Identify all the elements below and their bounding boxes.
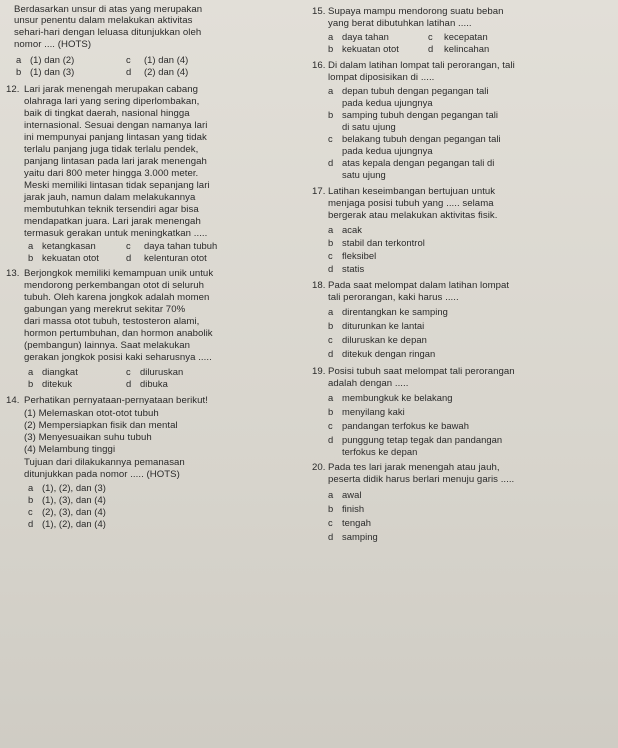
q12-line-10: jarak jauh, namun dalam melakukannya [24,192,196,203]
q19-line-1: Posisi tubuh saat melompat tali perorangan [328,366,515,377]
q16-option-c-letter: c [328,133,333,144]
q12-line-4: internasional. Sesuai dengan namanya lari [24,120,208,131]
q11-line-3: sehari-hari dengan leluasa ditunjukkan oleh [14,27,202,38]
q15-option-a[interactable]: daya tahan [342,31,389,42]
q19-option-c-letter: c [328,420,333,431]
q18-option-a-letter: a [328,306,334,317]
q17-option-a[interactable]: acak [342,224,363,235]
q11-option-b[interactable]: (1) dan (3) [30,66,75,77]
q13-option-d-letter: d [126,378,132,389]
q11-option-c-letter: c [126,54,131,65]
q12-line-7: panjang lintasan pada lari jarak menengah [24,156,207,167]
q14-option-d[interactable]: (1), (2), dan (4) [42,518,106,529]
q13-number: 13. [6,268,20,279]
q11-option-a-letter: a [16,54,22,65]
q19-option-c[interactable]: pandangan terfokus ke bawah [342,420,469,431]
q14-option-a-letter: a [28,482,34,493]
q15-line-2: yang berat dibutuhkan latihan ..... [328,18,472,29]
q14-item-2: (2) Mempersiapkan fisik dan mental [24,420,178,431]
q16-option-b-line-1[interactable]: samping tubuh dengan pegangan tali [342,109,498,120]
q16-line-2: lompat diposisikan di ..... [328,72,435,83]
q11-option-d-letter: d [126,66,132,77]
q20-option-d-letter: d [328,531,334,542]
q19-option-d-line-1[interactable]: punggung tetap tegak dan pandangan [342,434,503,445]
q15-option-b-letter: b [328,43,334,54]
q16-option-a-letter: a [328,85,334,96]
q15-option-d-letter: d [428,43,434,54]
q13-option-c-letter: c [126,366,131,377]
q13-line-8: gerakan jongkok posisi kaki seharusnya ..... [24,352,212,363]
q11-option-d[interactable]: (2) dan (4) [144,66,189,77]
q18-number: 18. [312,280,326,291]
q16-option-c-line-1[interactable]: belakang tubuh dengan pegangan tali [342,133,501,144]
q13-line-2: mendorong perkembangan otot di seluruh [24,280,205,291]
q13-line-7: (pembangun) lainnya. Saat melakukan [24,340,191,351]
q20-line-2: peserta didik harus berlari menuju garis ..... [328,474,515,485]
q17-option-c-letter: c [328,250,333,261]
q20-number: 20. [312,462,326,473]
q17-option-b[interactable]: stabil dan terkontrol [342,237,425,248]
q12-option-a-letter: a [28,240,34,251]
q11-line-2: unsur penentu dalam melakukan aktivitas [14,15,193,26]
q17-line-2: menjaga posisi tubuh yang ..... selama [328,198,494,209]
q17-option-d[interactable]: statis [342,263,365,274]
q12-number: 12. [6,84,20,95]
q18-option-b-letter: b [328,320,334,331]
q11-option-c[interactable]: (1) dan (4) [144,54,189,65]
q13-option-b[interactable]: ditekuk [42,378,73,389]
q13-line-6: hormon pertumbuhan, dan hormon anabolik [24,328,213,339]
q12-line-1: Lari jarak menengah merupakan cabang [24,84,199,95]
q16-line-1: Di dalam latihan lompat tali perorangan, tali [328,60,515,71]
q18-option-c-letter: c [328,334,333,345]
q14-number: 14. [6,395,20,406]
q14-item-4: (4) Melambung tinggi [24,444,116,455]
q19-option-a-letter: a [328,392,334,403]
q12-option-d[interactable]: kelenturan otot [144,252,207,263]
q18-line-1: Pada saat melompat dalam latihan lompat [328,280,510,291]
q12-line-5: ini mempunyai panjang lintasan yang tidak [24,132,207,143]
q16-option-c-line-2[interactable]: pada kedua ujungnya [342,145,433,156]
q16-option-b-line-2[interactable]: di satu ujung [342,121,396,132]
q19-option-b[interactable]: menyilang kaki [342,406,405,417]
q20-option-b[interactable]: finish [342,503,365,514]
q12-option-a[interactable]: ketangkasan [42,240,96,251]
q20-line-1: Pada tes lari jarak menengah atau jauh, [328,462,500,473]
q11-option-b-letter: b [16,66,22,77]
q13-option-a-letter: a [28,366,34,377]
q12-option-b-letter: b [28,252,34,263]
q12-line-3: baik di tingkat daerah, nasional hingga [24,108,190,119]
q17-option-c[interactable]: fleksibel [342,250,377,261]
q16-option-d-letter: d [328,157,334,168]
q14-option-d-letter: d [28,518,34,529]
q12-option-c-letter: c [126,240,131,251]
q19-option-a[interactable]: membungkuk ke belakang [342,392,453,403]
q15-option-b[interactable]: kekuatan otot [342,43,399,54]
q18-line-2: tali perorangan, kaki harus ..... [328,292,459,303]
q13-line-3: tubuh. Oleh karena jongkok adalah momen [24,292,210,303]
q20-option-c[interactable]: tengah [342,517,371,528]
q17-option-d-letter: d [328,263,334,274]
q12-line-12: mendapatkan juara. Lari jarak menengah [24,216,201,227]
q13-option-d[interactable]: dibuka [140,378,168,389]
q13-line-1: Berjongkok memiliki kemampuan unik untuk [24,268,214,279]
q17-option-b-letter: b [328,237,334,248]
q19-number: 19. [312,366,326,377]
q16-option-a-line-1[interactable]: depan tubuh dengan pegangan tali [342,85,489,96]
q11-line-4: nomor .... (HOTS) [14,39,92,50]
q17-line-1: Latihan keseimbangan bertujuan untuk [328,186,496,197]
q20-option-a[interactable]: awal [342,489,362,500]
q17-number: 17. [312,186,326,197]
q14-option-a[interactable]: (1), (2), dan (3) [42,482,106,493]
q16-option-d-line-1[interactable]: atas kepala dengan pegangan tali di [342,157,495,168]
q12-line-11: membutuhkan teknik tersendiri agar bisa [24,204,199,215]
q20-option-c-letter: c [328,517,333,528]
q19-option-d-line-2[interactable]: terfokus ke depan [342,446,418,457]
q15-option-c[interactable]: kecepatan [444,31,488,42]
q12-line-6: terlalu panjang juga tidak terlalu pendek, [24,144,199,155]
q19-option-b-letter: b [328,406,334,417]
q12-option-c[interactable]: daya tahan tubuh [144,240,218,251]
q16-option-a-line-2[interactable]: pada kedua ujungnya [342,97,433,108]
q14-option-c[interactable]: (2), (3), dan (4) [42,506,106,517]
q15-number: 15. [312,6,326,17]
q11-line-1: Berdasarkan unsur di atas yang merupakan [14,4,203,15]
q14-option-b-letter: b [28,494,34,505]
q12-line-2: olahraga lari yang sering diperlombakan, [24,96,200,107]
q16-option-d-line-2[interactable]: satu ujung [342,169,386,180]
q19-line-2: adalah dengan ..... [328,378,409,389]
q14-line-1: Perhatikan pernyataan-pernyataan berikut! [24,395,208,406]
q20-option-d[interactable]: samping [342,531,378,542]
q18-option-c[interactable]: diluruskan ke depan [342,334,427,345]
q14-item-1: (1) Melemaskan otot-otot tubuh [24,408,159,419]
q12-line-9: Meski memiliki lintasan tidak sepanjang lari [24,180,210,191]
q18-option-a[interactable]: direntangkan ke samping [342,306,448,317]
q17-line-3: bergerak atau melakukan aktivitas fisik. [328,210,498,221]
q13-option-b-letter: b [28,378,34,389]
q16-option-b-letter: b [328,109,334,120]
q15-option-d[interactable]: kelincahan [444,43,490,54]
q20-option-a-letter: a [328,489,334,500]
q18-option-d-letter: d [328,348,334,359]
q12-option-d-letter: d [126,252,132,263]
q16-number: 16. [312,60,326,71]
q14-stem-1: Tujuan dari dilakukannya pemanasan [24,457,185,468]
q19-option-d-letter: d [328,434,334,445]
q15-option-c-letter: c [428,31,433,42]
q11-option-a[interactable]: (1) dan (2) [30,54,75,65]
q14-item-3: (3) Menyesuaikan suhu tubuh [24,432,152,443]
q12-option-b[interactable]: kekuatan otot [42,252,99,263]
q17-option-a-letter: a [328,224,334,235]
q13-line-4: gabungan yang merekrut sekitar 70% [24,304,186,315]
q14-option-c-letter: c [28,506,33,517]
q15-line-1: Supaya mampu mendorong suatu beban [328,6,504,17]
q13-option-c[interactable]: diluruskan [140,366,184,377]
q15-option-a-letter: a [328,31,334,42]
q14-option-b[interactable]: (1), (3), dan (4) [42,494,106,505]
q18-option-b[interactable]: diturunkan ke lantai [342,320,425,331]
q12-line-8: yaitu dari 800 meter hingga 3.000 meter. [24,168,199,179]
q12-line-13: termasuk gerakan untuk meningkatkan ..... [24,228,208,239]
q13-line-5: dari massa otot tubuh, testosteron alami, [24,316,200,327]
q14-stem-2: ditunjukkan pada nomor ..... (HOTS) [24,469,180,480]
q18-option-d[interactable]: ditekuk dengan ringan [342,348,436,359]
q20-option-b-letter: b [328,503,334,514]
q13-option-a[interactable]: diangkat [42,366,78,377]
